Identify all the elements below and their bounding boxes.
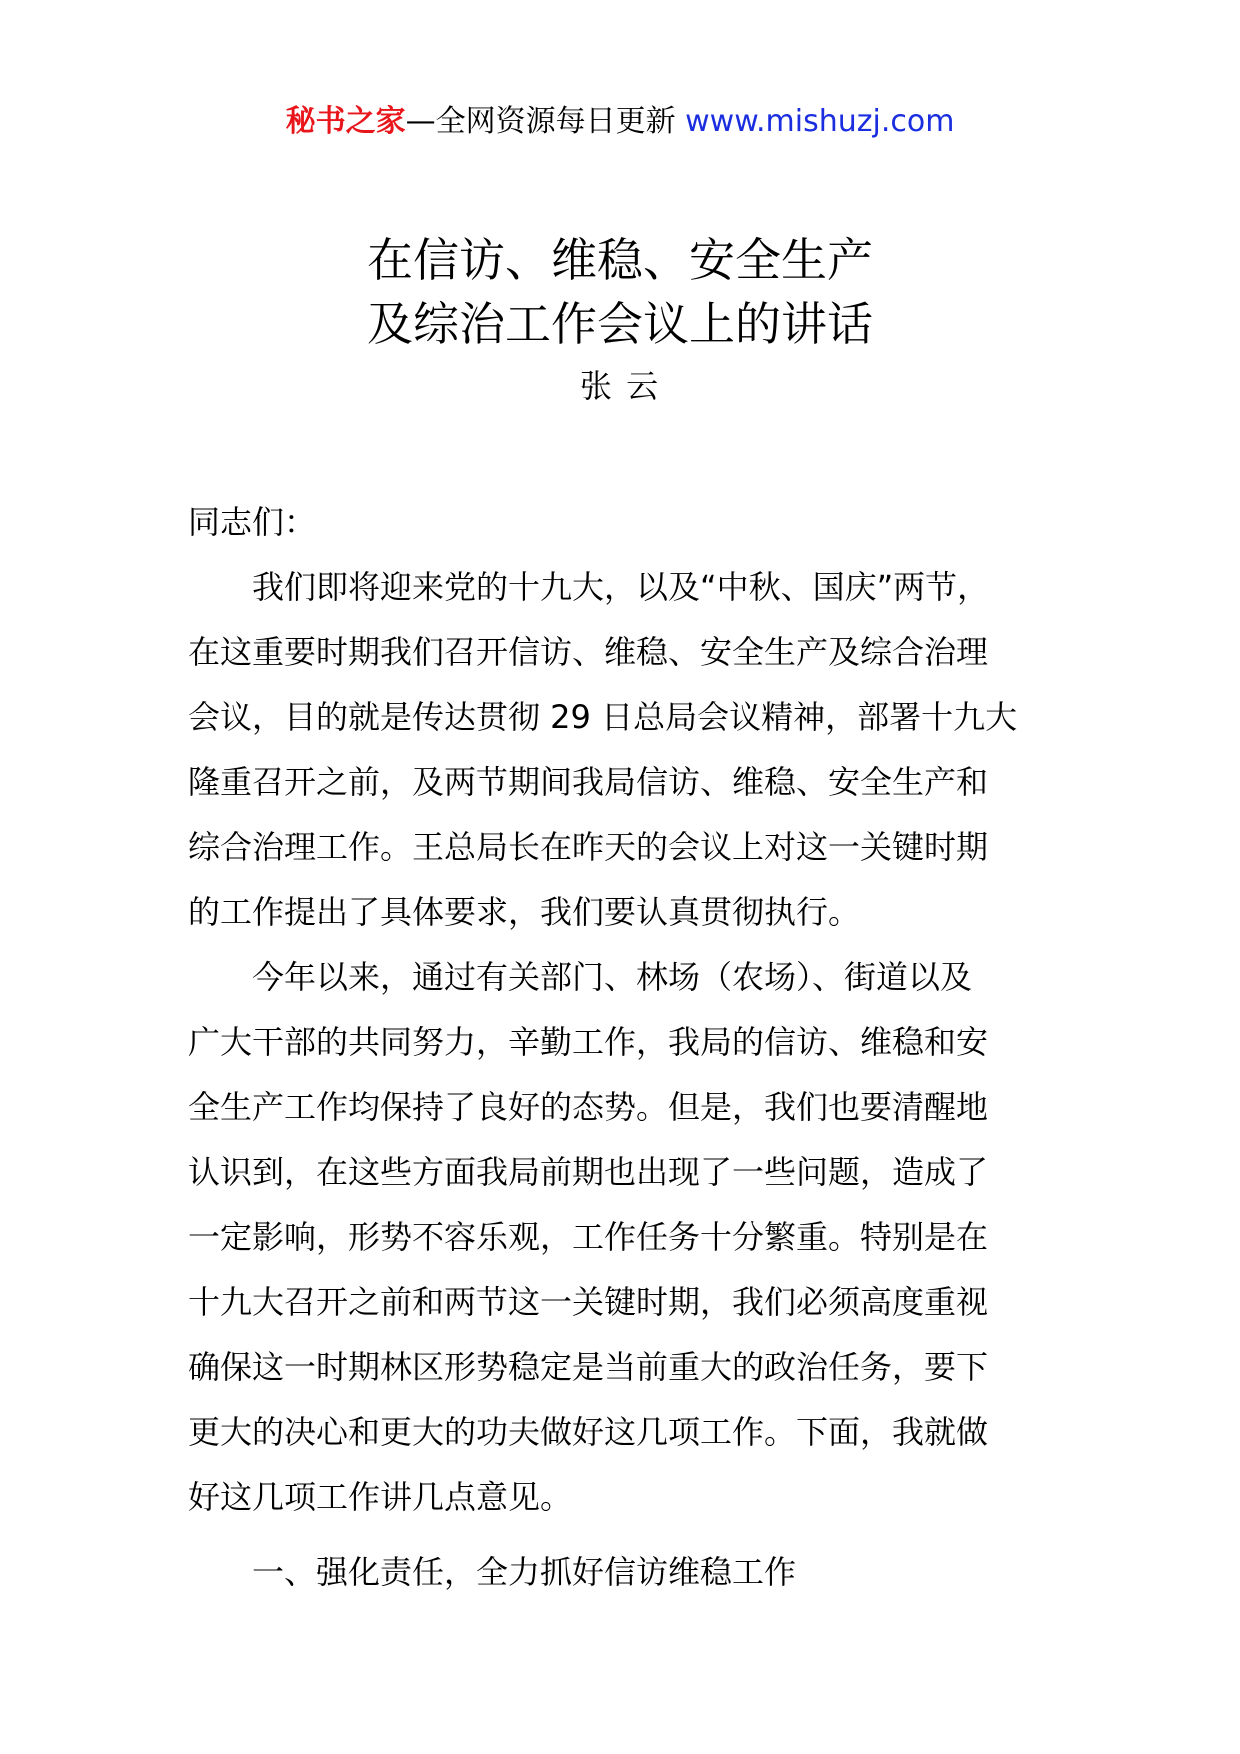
paragraph-line: 综合治理工作。王总局长在昨天的会议上对这一关键时期 [188,828,989,866]
header-tagline: —全网资源每日更新 [405,104,686,139]
paragraph-line: 全生产工作均保持了良好的态势。但是，我们也要清醒地 [188,1088,989,1126]
salutation: 同志们： [188,503,317,541]
title-line-2: 及综治工作会议上的讲话 [367,297,873,351]
paragraph-line: 隆重召开之前，及两节期间我局信访、维稳、安全生产和 [188,763,989,801]
paragraph-line: 我们即将迎来党的十九大，以及“中秋、国庆”两节， [252,568,990,606]
document-title [0,228,1240,356]
paragraph-line: 十九大召开之前和两节这一关键时期，我们必须高度重视 [188,1283,989,1321]
section-heading-1: 一、强化责任，全力抓好信访维稳工作 [252,1553,797,1591]
paragraph-line: 的工作提出了具体要求，我们要认真贯彻执行。 [188,893,861,931]
paragraph-2 [188,945,1088,1530]
paragraph-line: 广大干部的共同努力，辛勤工作，我局的信访、维稳和安 [188,1023,989,1061]
site-url-link[interactable]: www.mishuzj.com [685,104,955,139]
document-body [188,490,1088,1605]
paragraph-line: 认识到，在这些方面我局前期也出现了一些问题，造成了 [188,1153,989,1191]
paragraph-line: 更大的决心和更大的功夫做好这几项工作。下面，我就做 [188,1413,989,1451]
brand-name: 秘书之家 [285,104,406,139]
paragraph-line: 在这重要时期我们召开信访、维稳、安全生产及综合治理 [188,633,989,671]
paragraph-line: 会议，目的就是传达贯彻 29 日总局会议精神，部署十九大 [188,698,1018,736]
paragraph-line: 好这几项工作讲几点意见。 [188,1478,573,1516]
paragraph-line: 今年以来，通过有关部门、林场（农场）、街道以及 [252,958,973,996]
paragraph-1 [188,555,1088,945]
paragraph-line: 确保这一时期林区形势稳定是当前重大的政治任务，要下 [188,1348,989,1386]
author-name: 张 云 [579,367,661,405]
title-line-1: 在信访、维稳、安全生产 [367,233,873,287]
paragraph-line: 一定影响，形势不容乐观，工作任务十分繁重。特别是在 [188,1218,989,1256]
site-header [0,100,1240,144]
